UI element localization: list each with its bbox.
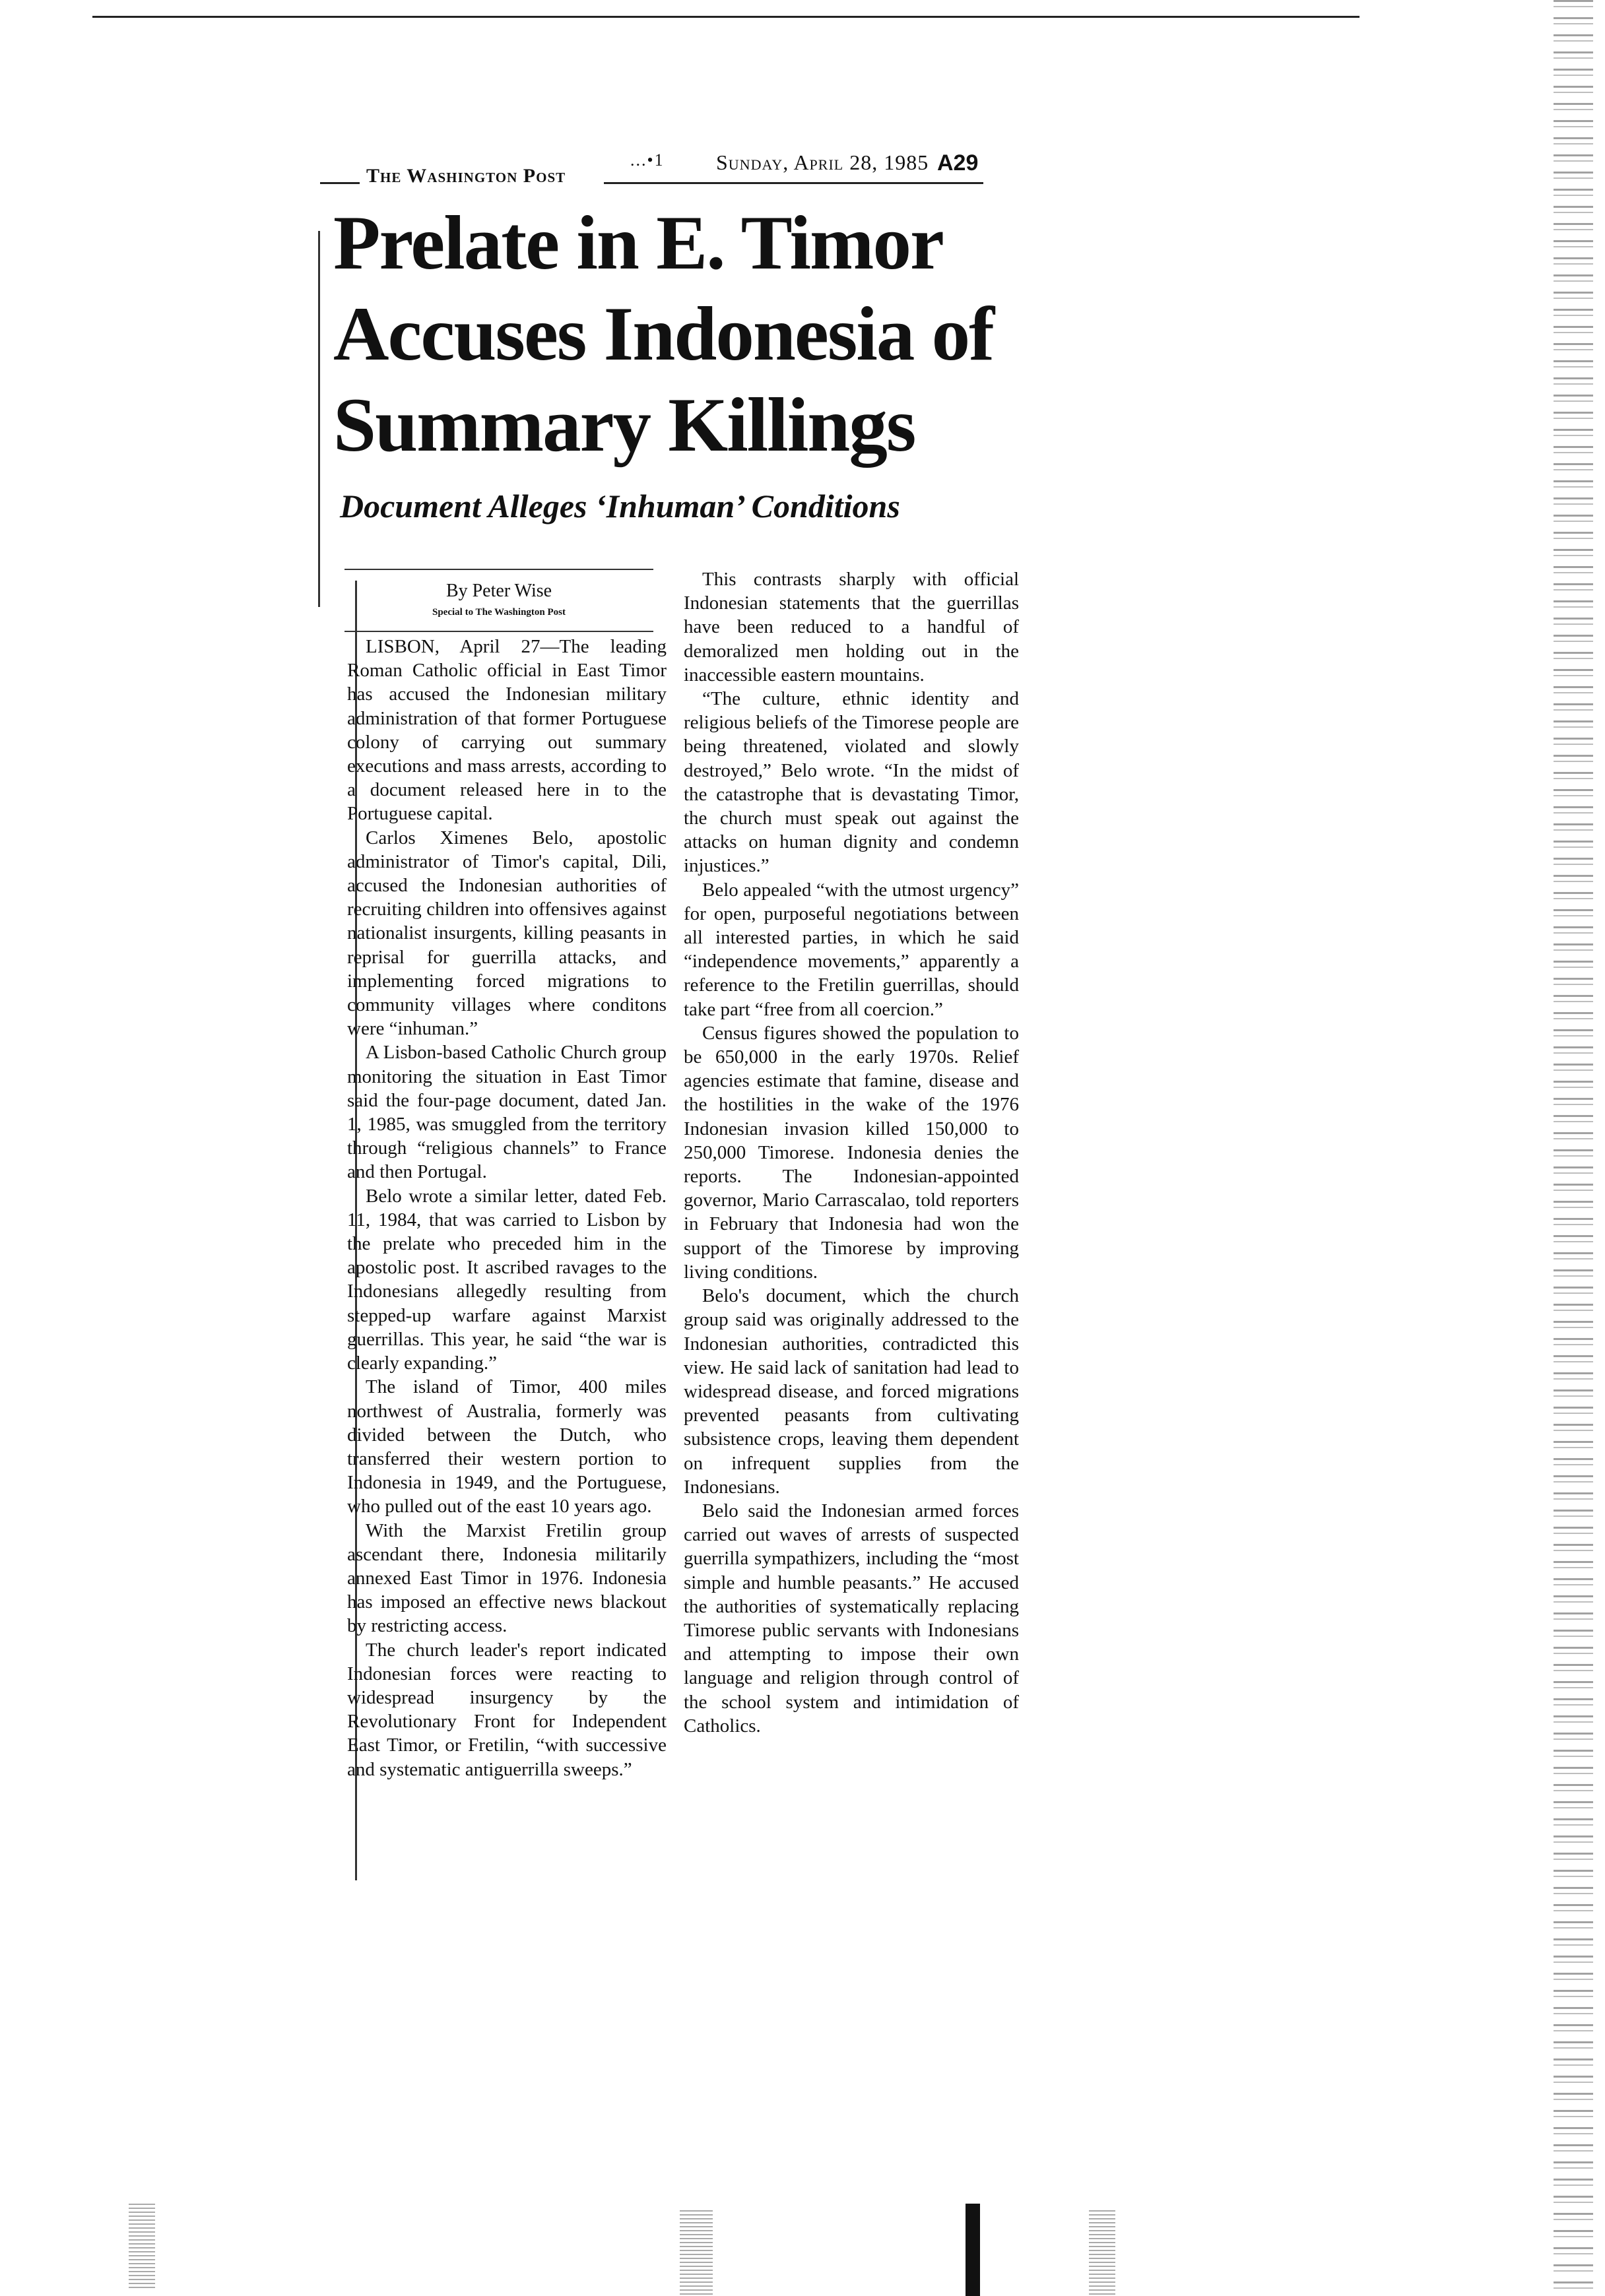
paragraph: This contrasts sharply with official Indonesian statements that the guerrillas have been reduced to a handful of demoralized men holding out in the inaccessible eastern mountains. xyxy=(684,569,1019,686)
side-rule xyxy=(318,231,320,607)
paragraph: “The culture, ethnic identity and religious beliefs of the Timorese people are being threatened, violated and slowly destroyed,” Belo wrote. “In the midst of the catastrophe that is devastating Timor, the church must speak out against the attacks on human dignity and condemn injustices.” xyxy=(684,688,1019,877)
paragraph: A Lisbon-based Catholic Church group monitoring the situation in East Timor said the four-page document, dated Jan. 1, 1985, was smuggled from the territory through “religious channels” to France and then Portugal. xyxy=(347,1042,667,1183)
publication-date: Sunday, April 28, 1985 xyxy=(716,150,929,174)
byline: By Peter Wise xyxy=(445,581,552,601)
scan-artifact xyxy=(129,2204,155,2289)
masthead-rule-right xyxy=(604,182,983,184)
paragraph: With the Marxist Fretilin group ascendant there, Indonesia militarily annexed East Timor in 1976. Indonesia has imposed an effective news blackout by restricting access. xyxy=(347,1519,667,1637)
byline-rule-bottom xyxy=(344,631,653,632)
scan-edge-noise xyxy=(1554,0,1593,2296)
top-rule xyxy=(92,16,1359,18)
newspaper-name: The Washington Post xyxy=(366,165,566,187)
edition-marks: ...•1 xyxy=(630,150,665,170)
paragraph: Belo's document, which the church group said was originally addressed to the Indonesian authorities, contradicted this view. He said lack of sanitation had lead to widespread disease, and forced migrations prevented peasants from cultivating subsistence crops, leaving them dependent on infrequent supplies from the Indonesians. xyxy=(684,1285,1019,1498)
paragraph: LISBON, April 27—The leading Roman Catholic official in East Timor has accused the Indonesian military administration of that former Portuguese colony of carrying out summary executions and mass arrests, according to a document released here in to the Portuguese capital. xyxy=(347,636,667,825)
article-column-2 xyxy=(684,567,1019,1738)
headline-line: Accuses Indonesia of xyxy=(333,292,994,377)
scan-artifact xyxy=(1089,2210,1115,2296)
paragraph: Belo appealed “with the utmost urgency” for open, purposeful negotiations between all interested parties, in which he said “independence movements,” apparently a reference to the Fretilin guerrillas, should take part “free from all coercion.” xyxy=(684,879,1019,1020)
paragraph: Belo wrote a similar letter, dated Feb. 11, 1984, that was carried to Lisbon by the prelate who preceded him in the apostolic post. It ascribed ravages to the Indonesians allegedly resulting from stepped-up warfare against Marxist guerrillas. This year, he said “the war is clearly expanding.” xyxy=(347,1185,667,1374)
subheadline: Document Alleges ‘Inhuman’ Conditions xyxy=(340,488,900,525)
paragraph: Belo said the Indonesian armed forces carried out waves of arrests of suspected guerrilla sympathizers, including the “most simple and humble peasants.” He accused the authorities of systematically replacing Timorese public servants with Indonesians and attempting to impose their own language and religion through control of the school system and intimidation of Catholics. xyxy=(684,1500,1019,1737)
masthead-rule-left xyxy=(320,182,360,184)
byline-credit: Special to The Washington Post xyxy=(432,607,566,618)
paragraph: Carlos Ximenes Belo, apostolic administrator of Timor's capital, Dili, accused the Indonesian authorities of recruiting children into offensives against nationalist insurgents, killing peasants in reprisal for guerrilla attacks, and implementing forced migrations to community villages where conditons were “inhuman.” xyxy=(347,827,667,1040)
byline-rule-top xyxy=(344,569,653,570)
paragraph: The church leader's report indicated Indonesian forces were reacting to widespread insurgency by the Revolutionary Front for Independent East Timor, or Fretilin, “with successive and systematic antiguerrilla sweeps.” xyxy=(347,1639,667,1780)
headline-line: Summary Killings xyxy=(333,383,915,468)
paragraph: The island of Timor, 400 miles northwest of Australia, formerly was divided between the Dutch, who transferred their western portion to Indonesia in 1949, and the Portuguese, who pulled out of the east 10 years ago. xyxy=(347,1376,667,1517)
article-column-1 xyxy=(347,635,667,1781)
masthead xyxy=(320,150,983,185)
scan-artifact xyxy=(680,2210,713,2296)
headline-line: Prelate in E. Timor xyxy=(333,201,943,286)
headline xyxy=(333,198,1059,471)
paragraph: Census figures showed the population to be 650,000 in the early 1970s. Relief agencies estimate that famine, disease and the hostilities in the wake of the 1976 Indonesian invasion killed 150,000 to 250,000 Timorese. Indonesia denies the reports. The Indonesian-appointed governor, Mario Carrascalao, told reporters in February that Indonesia had won the support of the Timorese by improving living conditions. xyxy=(684,1022,1019,1283)
page-number: A29 xyxy=(937,150,979,175)
scan-artifact-bar xyxy=(966,2204,980,2296)
